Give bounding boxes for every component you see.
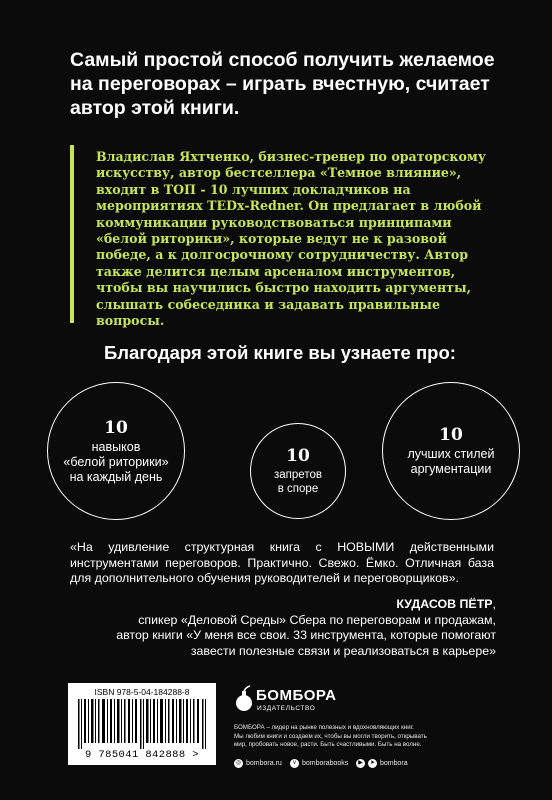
publisher-line: мир, пробовать новое, расти. Быть счастливыми. Быть на волне.	[234, 741, 422, 749]
author-bio-block	[70, 145, 514, 329]
feature-line: в споре	[277, 483, 319, 495]
social-label: bomborabooks	[302, 760, 349, 767]
feature-number: 10	[439, 425, 463, 445]
barcode-digits: 9 785041 842888 >	[85, 749, 199, 761]
isbn-text: ISBN 978-5-04-184288-8	[94, 687, 190, 697]
social-label: bombora	[380, 760, 408, 767]
feature-number: 10	[286, 446, 310, 466]
publisher-line: Мы любим книги и создаем их, чтобы вы могли творить, открывать	[234, 732, 427, 740]
feature-number: 10	[104, 417, 128, 438]
barcode-bars	[76, 699, 208, 749]
bomb-icon	[234, 685, 254, 713]
author-name: КУДАСОВ ПЁТР	[396, 597, 493, 611]
social-links	[234, 759, 534, 773]
feature-circle-styles	[382, 382, 520, 520]
social-label: bombora.ru	[246, 760, 282, 767]
telegram-icon: ➤	[369, 760, 376, 766]
youtube-icon: ▶	[356, 759, 365, 768]
social-youtube-telegram[interactable]	[356, 759, 408, 768]
instagram-icon: ◎	[235, 760, 242, 766]
feature-circle-prohibitions	[250, 423, 346, 519]
feature-line: аргументации	[410, 462, 492, 476]
publisher-logo	[234, 681, 337, 719]
social-instagram[interactable]	[234, 759, 282, 768]
author-title-line: завести полезные связи и реализоваться в карьере»	[190, 643, 496, 658]
review-quote: «На удивление структурная книга с НОВЫМИ действенными инструментами переговоров. Практично. Свежо. Ёмко. Отличная база для дополнительного обучения руководителей и переговорщиков».	[70, 540, 494, 586]
publisher-description	[234, 724, 504, 750]
author-title-line: автор книги «У меня все свои. 33 инструмента, которые помогают	[116, 628, 496, 643]
publisher-subtitle: ИЗДАТЕЛЬСТВО	[257, 705, 316, 712]
feature-line: навыков	[91, 439, 141, 454]
review-author: КУДАСОВ ПЁТР, спикер «Деловой Среды» Сбера по переговорам и продажам, автор книги «У меня все свои. 33 инструмента, которые помогают завести полезные связи и реализоваться в карьере»	[56, 597, 496, 659]
author-title-line: спикер «Деловой Среды» Сбера по переговорам и продажам,	[138, 612, 496, 627]
learn-title: Благодаря этой книге вы узнаете про:	[104, 342, 456, 363]
feature-line: «белой риторики»	[63, 454, 169, 469]
social-vk[interactable]	[290, 759, 348, 768]
feature-circle-skills	[47, 382, 185, 520]
feature-line: на каждый день	[69, 469, 163, 484]
feature-line: лучших стилей	[407, 447, 495, 461]
headline: Самый простой способ получить желаемое на переговорах – играть вчестную, считает автор этой книги.	[70, 49, 495, 119]
author-bio-text: Владислав Яхтченко, бизнес-тренер по ораторскому искусству, автор бестселлера «Темное влияние», входит в ТОП - 10 лучших докладчиков на мероприятиях TEDx-Redner. Он предлагает в любой коммуникации руководствоваться принципами «белой риторики», которые ведут не к разовой победе, а к долгосрочному сотрудничеству. Автор также делится целым арсеналом инструментов, чтобы вы научились быстро находить аргументы, слышать собеседника и задавать правильные вопросы.	[96, 149, 486, 329]
publisher-line: БОМБОРА – лидер на рынке полезных и вдохновляющих книг.	[234, 724, 414, 731]
feature-line: запретов	[274, 469, 322, 481]
barcode	[68, 683, 216, 765]
vk-icon: v	[290, 759, 299, 768]
publisher-name: БОМБОРА	[256, 687, 337, 704]
